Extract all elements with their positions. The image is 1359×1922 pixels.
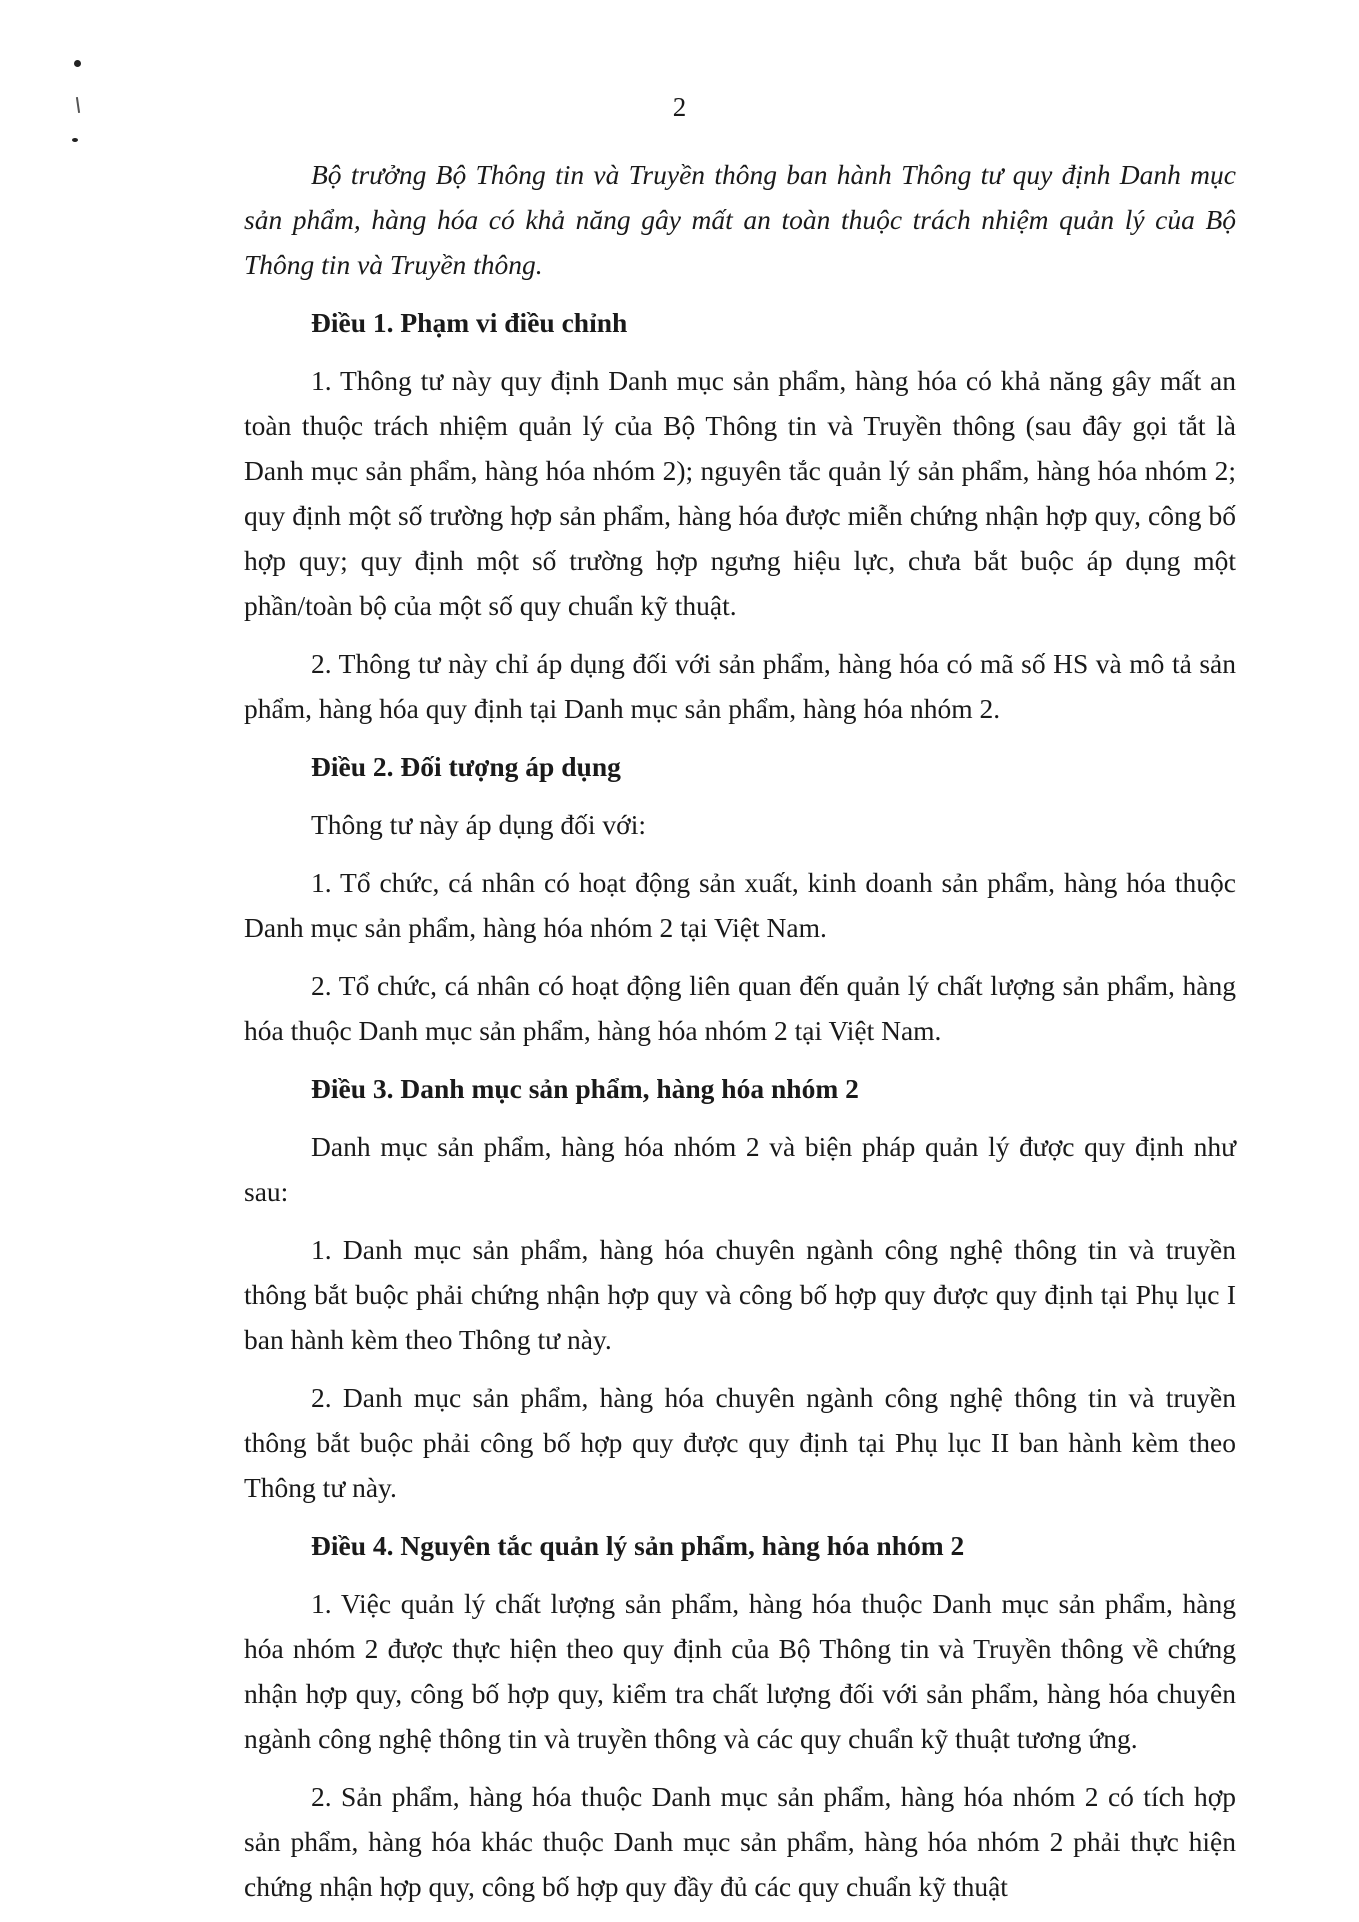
article-paragraph: 1. Danh mục sản phẩm, hàng hóa chuyên ngành công nghệ thông tin và truyền thông bắt buộc phải chứng nhận hợp quy và công bố hợp quy được quy định tại Phụ lục I ban hành kèm theo Thông tư này. (244, 1234, 1236, 1355)
article-paragraph: 2. Tổ chức, cá nhân có hoạt động liên quan đến quản lý chất lượng sản phẩm, hàng hóa thuộc Danh mục sản phẩm, hàng hóa nhóm 2 tại Việt Nam. (244, 970, 1236, 1046)
article-paragraph: 2. Danh mục sản phẩm, hàng hóa chuyên ngành công nghệ thông tin và truyền thông bắt buộc phải công bố hợp quy được quy định tại Phụ lục II ban hành kèm theo Thông tư này. (244, 1382, 1236, 1503)
intro-paragraph: Bộ trưởng Bộ Thông tin và Truyền thông ban hành Thông tư quy định Danh mục sản phẩm, hàng hóa có khả năng gây mất an toàn thuộc trách nhiệm quản lý của Bộ Thông tin và Truyền thông. (244, 159, 1236, 280)
page-number: 2 (672, 92, 687, 122)
article-3 (244, 1066, 1236, 1510)
article-paragraph: 2. Sản phẩm, hàng hóa thuộc Danh mục sản phẩm, hàng hóa nhóm 2 có tích hợp sản phẩm, hàng hóa khác thuộc Danh mục sản phẩm, hàng hóa nhóm 2 phải thực hiện chứng nhận hợp quy, công bố hợp quy đầy đủ các quy chuẩn kỹ thuật (244, 1781, 1236, 1902)
article-paragraph: 1. Tổ chức, cá nhân có hoạt động sản xuất, kinh doanh sản phẩm, hàng hóa thuộc Danh mục sản phẩm, hàng hóa nhóm 2 tại Việt Nam. (244, 867, 1236, 943)
article-heading: Điều 1. Phạm vi điều chỉnh (311, 307, 628, 338)
article-4 (244, 1523, 1236, 1909)
article-paragraph: 1. Việc quản lý chất lượng sản phẩm, hàng hóa thuộc Danh mục sản phẩm, hàng hóa nhóm 2 được thực hiện theo quy định của Bộ Thông tin và Truyền thông về chứng nhận hợp quy, công bố hợp quy, kiểm tra chất lượng đối với sản phẩm, hàng hóa chuyên ngành công nghệ thông tin và truyền thông và các quy chuẩn kỹ thuật tương ứng. (244, 1588, 1236, 1754)
article-paragraph: 2. Thông tư này chỉ áp dụng đối với sản phẩm, hàng hóa có mã số HS và mô tả sản phẩm, hàng hóa quy định tại Danh mục sản phẩm, hàng hóa nhóm 2. (244, 648, 1236, 724)
scan-mark-dot (72, 138, 78, 142)
article-paragraph: Thông tư này áp dụng đối với: (311, 809, 646, 840)
document-body (244, 152, 1236, 1922)
article-1 (244, 300, 1236, 731)
article-paragraph: 1. Thông tư này quy định Danh mục sản phẩm, hàng hóa có khả năng gây mất an toàn thuộc trách nhiệm quản lý của Bộ Thông tin và Truyền thông (sau đây gọi tắt là Danh mục sản phẩm, hàng hóa nhóm 2); nguyên tắc quản lý sản phẩm, hàng hóa nhóm 2; quy định một số trường hợp sản phẩm, hàng hóa được miễn chứng nhận hợp quy, công bố hợp quy; quy định một số trường hợp ngưng hiệu lực, chưa bắt buộc áp dụng một phần/toàn bộ của một số quy chuẩn kỹ thuật. (244, 365, 1236, 621)
scan-mark-dot (74, 60, 81, 67)
article-heading: Điều 4. Nguyên tắc quản lý sản phẩm, hàng hóa nhóm 2 (311, 1530, 965, 1561)
article-heading: Điều 3. Danh mục sản phẩm, hàng hóa nhóm 2 (311, 1073, 859, 1104)
article-heading: Điều 2. Đối tượng áp dụng (311, 751, 621, 782)
article-paragraph: Danh mục sản phẩm, hàng hóa nhóm 2 và biện pháp quản lý được quy định như sau: (244, 1131, 1236, 1207)
article-2 (244, 744, 1236, 1053)
